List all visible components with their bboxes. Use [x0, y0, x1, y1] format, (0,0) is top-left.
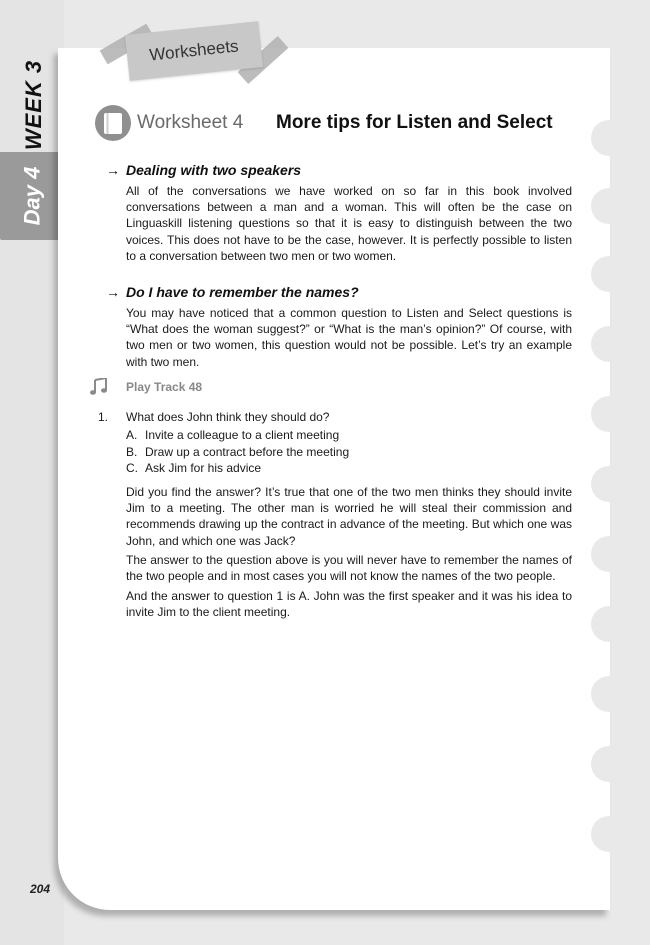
- answer-option: A. Invite a colleague to a client meeting: [126, 428, 340, 442]
- binder-hole: [591, 606, 627, 642]
- binder-hole: [591, 326, 627, 362]
- section-heading: → Do I have to remember the names?: [106, 284, 359, 300]
- arrow-icon: →: [106, 162, 120, 178]
- worksheet-title: More tips for Listen and Select: [276, 112, 553, 133]
- explanation-paragraph: Did you find the answer? It’s true that one of the two men thinks they should invite Jim to a meeting. The other man is worried he will steal their commission and recommends drawing up the contract in advance of the meeting. But which one was John, and which one was Jack?: [126, 485, 572, 548]
- section-heading: → Dealing with two speakers: [106, 162, 302, 178]
- section-paragraph: You may have noticed that a common question to Listen and Select questions is “What does the woman suggest?” or “What is the man’s opinion?” Of course, with two men or two women, this question would not be possible. Let’s try an example with two men.: [126, 306, 572, 369]
- section-paragraph: All of the conversations we have worked on so far in this book involved conversations between a man and a woman. This will often be the case on Linguaskill listening questions so that it is easy to distinguish between the two voices. This does not have to be the case, however. It is perfectly possible to listen to a conversation between two men or two women.: [126, 184, 572, 263]
- worksheet-header: [95, 105, 595, 145]
- answer-option: C. Ask Jim for his advice: [126, 461, 262, 475]
- binder-hole: [591, 676, 627, 712]
- binder-hole: [591, 256, 627, 292]
- binder-hole: [591, 816, 627, 852]
- play-track-label: Play Track 48: [126, 380, 203, 394]
- binder-hole: [591, 536, 627, 572]
- book-icon: [95, 105, 131, 141]
- week-label: WEEK 3: [21, 59, 47, 151]
- question-number: 1.: [98, 410, 109, 424]
- answer-option: B. Draw up a contract before the meeting: [126, 444, 350, 459]
- binder-hole: [591, 120, 627, 156]
- day-tab: Day 4: [0, 152, 64, 240]
- explanation-paragraph: And the answer to question 1 is A. John was the first speaker and it was his idea to invite Jim to the client meeting.: [126, 589, 572, 620]
- binder-hole: [591, 396, 627, 432]
- worksheets-tab-label: Worksheets: [125, 21, 263, 81]
- arrow-icon: →: [106, 284, 120, 300]
- binder-hole: [591, 466, 627, 502]
- sidebar: [0, 0, 64, 945]
- binder-hole: [591, 746, 627, 782]
- binder-hole: [591, 188, 627, 224]
- music-note-icon: [90, 378, 108, 396]
- explanation-paragraph: The answer to the question above is you will never have to remember the names of the two people and in most cases you will not know the names of the two people.: [126, 553, 572, 584]
- question-text: What does John think they should do?: [126, 410, 330, 424]
- page-number: 204: [30, 882, 51, 896]
- worksheet-number: Worksheet 4: [137, 112, 244, 133]
- answer-options: [126, 427, 349, 477]
